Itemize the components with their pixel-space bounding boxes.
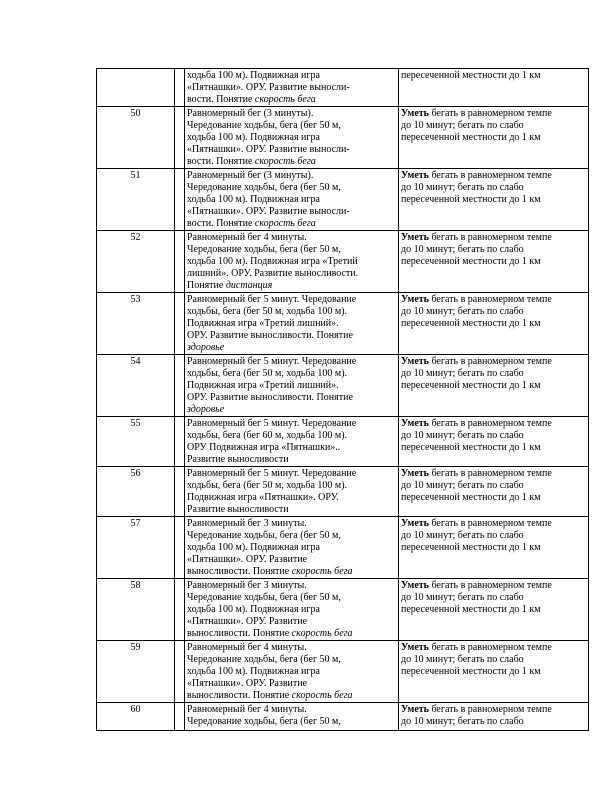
lesson-content-cell xyxy=(185,579,399,641)
lesson-content-cell xyxy=(185,107,399,169)
content-line xyxy=(187,256,396,268)
result-line: пересеченной местности до 1 км xyxy=(401,70,541,81)
blank-cell xyxy=(175,467,185,517)
expected-result-cell xyxy=(399,231,589,293)
content-line xyxy=(187,704,396,716)
content-line xyxy=(187,368,396,380)
result-text: до 10 минут; бегать по слабо xyxy=(401,480,524,491)
result-line xyxy=(401,170,586,182)
content-line xyxy=(187,206,396,218)
content-text: Понятие xyxy=(187,280,226,291)
content-text: Чередование ходьбы, бега (бег 50 м, xyxy=(187,120,341,131)
result-text: пересеченной местности до 1 км xyxy=(401,318,541,329)
result-line xyxy=(401,368,586,380)
result-line xyxy=(401,294,586,306)
result-text: пересеченной местности до 1 км xyxy=(401,256,541,267)
content-line xyxy=(187,232,396,244)
content-line xyxy=(187,280,396,292)
content-text: ОРУ Подвижная игра «Пятнашки».. xyxy=(187,442,341,453)
content-text: вости. Понятие xyxy=(187,94,255,105)
lesson-content-cell xyxy=(185,641,399,703)
blank-cell xyxy=(175,417,185,467)
content-text: ходьбы, бега (бег 50 м, ходьба 100 м). xyxy=(187,368,348,379)
content-text: Равномерный бег 3 минуты. xyxy=(187,580,307,591)
result-text: пересеченной местности до 1 км xyxy=(401,492,541,503)
content-line xyxy=(187,592,396,604)
content-line xyxy=(187,554,396,566)
result-text: до 10 минут; бегать по слабо xyxy=(401,120,524,131)
result-line xyxy=(401,442,586,454)
content-line xyxy=(187,306,396,318)
content-line xyxy=(187,120,396,132)
content-text: ходьба 100 м). Подвижная игра xyxy=(187,666,320,677)
lesson-number-cell: 55 xyxy=(97,417,175,467)
table-row xyxy=(97,231,589,293)
result-text: бегать в равномерном темпе xyxy=(428,356,552,367)
lesson-number-cell: 57 xyxy=(97,517,175,579)
content-line xyxy=(187,504,396,516)
content-line xyxy=(187,580,396,592)
result-text: пересеченной местности до 1 км xyxy=(401,666,541,677)
content-line xyxy=(187,268,396,280)
result-line xyxy=(401,518,586,530)
result-line xyxy=(401,108,586,120)
result-text: пересеченной местности до 1 км xyxy=(401,132,541,143)
lesson-content-cell xyxy=(185,293,399,355)
lesson-number-cell: 52 xyxy=(97,231,175,293)
lesson-number-cell: 53 xyxy=(97,293,175,355)
content-text: Чередование ходьбы, бега (бег 50 м, xyxy=(187,530,341,541)
content-line xyxy=(187,666,396,678)
blank-cell xyxy=(175,293,185,355)
skill-keyword: Уметь xyxy=(401,468,429,479)
content-line xyxy=(187,604,396,616)
content-line xyxy=(187,492,396,504)
result-line xyxy=(401,182,586,194)
lesson-number-cell: 60 xyxy=(97,703,175,731)
table-row xyxy=(97,579,589,641)
result-line xyxy=(401,232,586,244)
skill-keyword: Уметь xyxy=(401,170,429,181)
content-line xyxy=(187,542,396,554)
content-line xyxy=(187,170,396,182)
content-text: Подвижная игра «Третий лишний». xyxy=(187,380,339,391)
table-row xyxy=(97,417,589,467)
result-line xyxy=(401,580,586,592)
result-line xyxy=(401,468,586,480)
result-text: до 10 минут; бегать по слабо xyxy=(401,716,524,727)
table-body xyxy=(97,69,589,731)
result-text: бегать в равномерном темпе xyxy=(428,518,552,529)
content-text: выносливости. Понятие xyxy=(187,628,292,639)
expected-result-cell xyxy=(399,69,589,107)
content-line xyxy=(187,480,396,492)
concept-term: скорость бега xyxy=(291,566,353,577)
content-text: ходьбы, бега (бег 50 м, ходьба 100 м). xyxy=(187,480,348,491)
lesson-content-cell xyxy=(185,231,399,293)
blank-cell xyxy=(175,641,185,703)
expected-result-cell xyxy=(399,169,589,231)
skill-keyword: Уметь xyxy=(401,356,429,367)
result-line xyxy=(401,530,586,542)
content-line xyxy=(187,716,396,728)
result-line xyxy=(401,430,586,442)
content-text: Равномерный бег 3 минуты. xyxy=(187,518,307,529)
content-line xyxy=(187,144,396,156)
concept-term: скорость бега xyxy=(254,218,316,229)
content-line xyxy=(187,132,396,144)
result-text: до 10 минут; бегать по слабо xyxy=(401,182,524,193)
content-line xyxy=(187,194,396,206)
concept-term: скорость бега xyxy=(254,94,316,105)
content-text: вости. Понятие xyxy=(187,218,255,229)
content-text: ходьба 100 м). Подвижная игра xyxy=(187,604,320,615)
result-text: бегать в равномерном темпе xyxy=(428,232,552,243)
lesson-number-cell: 59 xyxy=(97,641,175,703)
content-line xyxy=(187,642,396,654)
table-row xyxy=(97,517,589,579)
content-line xyxy=(187,654,396,666)
content-text: ходьбы, бега (бег 50 м, ходьба 100 м). xyxy=(187,306,348,317)
result-line xyxy=(401,132,586,144)
lesson-content-cell xyxy=(185,703,399,731)
content-line xyxy=(187,678,396,690)
blank-cell xyxy=(175,107,185,169)
content-line xyxy=(187,318,396,330)
blank-cell xyxy=(175,517,185,579)
lesson-content-cell xyxy=(185,517,399,579)
blank-cell xyxy=(175,579,185,641)
content-text: ОРУ. Развитие выносливости. Понятие xyxy=(187,392,353,403)
content-line xyxy=(187,468,396,480)
result-text: бегать в равномерном темпе xyxy=(428,170,552,181)
table-row xyxy=(97,467,589,517)
content-text: ходьба 100 м). Подвижная игра «Третий xyxy=(187,256,358,267)
content-text: Равномерный бег (3 минуты). xyxy=(187,108,314,119)
content-text: «Пятнашки». ОРУ. Развитие выносли- xyxy=(187,144,350,155)
content-text: Равномерный бег 4 минуты. xyxy=(187,232,307,243)
content-text: ходьбы, бега (бег 60 м, ходьба 100 м). xyxy=(187,430,348,441)
content-text: ходьба 100 м). Подвижная игра xyxy=(187,132,320,143)
expected-result-cell xyxy=(399,467,589,517)
content-line xyxy=(187,182,396,194)
skill-keyword: Уметь xyxy=(401,518,429,529)
content-line xyxy=(187,418,396,430)
result-text: до 10 минут; бегать по слабо xyxy=(401,654,524,665)
content-line xyxy=(187,442,396,454)
result-text: бегать в равномерном темпе xyxy=(428,704,552,715)
content-text: ходьба 100 м). Подвижная игра xyxy=(187,194,320,205)
result-line xyxy=(401,492,586,504)
expected-result-cell xyxy=(399,579,589,641)
table-row xyxy=(97,107,589,169)
content-line xyxy=(187,392,396,404)
content-text: Развитие выносливости xyxy=(187,504,289,515)
lesson-content-cell xyxy=(185,467,399,517)
content-line xyxy=(187,566,396,578)
content-text: лишний». ОРУ. Развитие выносливости. xyxy=(187,268,359,279)
table-row xyxy=(97,355,589,417)
skill-keyword: Уметь xyxy=(401,232,429,243)
content-text: Равномерный бег 4 минуты. xyxy=(187,642,307,653)
skill-keyword: Уметь xyxy=(401,418,429,429)
result-text: пересеченной местности до 1 км xyxy=(401,194,541,205)
result-line xyxy=(401,306,586,318)
content-text: Развитие выносливости xyxy=(187,454,289,465)
blank-cell xyxy=(175,703,185,731)
content-line xyxy=(187,454,396,466)
result-line xyxy=(401,356,586,368)
content-line: «Пятнашки». ОРУ. Развитие выносли- xyxy=(187,82,350,93)
result-line xyxy=(401,604,586,616)
content-text: «Пятнашки». ОРУ. Развитие выносли- xyxy=(187,206,350,217)
content-line xyxy=(187,518,396,530)
result-text: бегать в равномерном темпе xyxy=(428,108,552,119)
expected-result-cell xyxy=(399,641,589,703)
blank-cell xyxy=(175,169,185,231)
result-line xyxy=(401,194,586,206)
result-line xyxy=(401,542,586,554)
content-line xyxy=(187,430,396,442)
table-row-continuation xyxy=(97,69,589,107)
skill-keyword: Уметь xyxy=(401,580,429,591)
table-row xyxy=(97,169,589,231)
content-text: ходьба 100 м). Подвижная игра xyxy=(187,542,320,553)
content-line xyxy=(187,330,396,342)
result-text: пересеченной местности до 1 км xyxy=(401,380,541,391)
result-line xyxy=(401,480,586,492)
content-text: Подвижная игра «Третий лишний». xyxy=(187,318,339,329)
expected-result-cell xyxy=(399,355,589,417)
result-line xyxy=(401,418,586,430)
result-text: бегать в равномерном темпе xyxy=(428,468,552,479)
expected-result-cell xyxy=(399,517,589,579)
content-line xyxy=(187,218,396,230)
lesson-number-cell: 56 xyxy=(97,467,175,517)
skill-keyword: Уметь xyxy=(401,108,429,119)
lesson-content-cell xyxy=(185,355,399,417)
lesson-number-cell: 58 xyxy=(97,579,175,641)
result-text: до 10 минут; бегать по слабо xyxy=(401,592,524,603)
result-text: до 10 минут; бегать по слабо xyxy=(401,530,524,541)
result-line xyxy=(401,704,586,716)
content-text: выносливости. Понятие xyxy=(187,690,292,701)
result-line xyxy=(401,318,586,330)
concept-term: скорость бега xyxy=(291,690,353,701)
blank-cell xyxy=(175,231,185,293)
result-line xyxy=(401,592,586,604)
result-line xyxy=(401,256,586,268)
table-row xyxy=(97,293,589,355)
content-text: Равномерный бег (3 минуты). xyxy=(187,170,314,181)
table-row xyxy=(97,641,589,703)
content-text: Чередование ходьбы, бега (бег 50 м, xyxy=(187,654,341,665)
result-text: пересеченной местности до 1 км xyxy=(401,442,541,453)
result-text: бегать в равномерном темпе xyxy=(428,418,552,429)
skill-keyword: Уметь xyxy=(401,704,429,715)
expected-result-cell xyxy=(399,293,589,355)
concept-term: скорость бега xyxy=(254,156,316,167)
content-text: Чередование ходьбы, бега (бег 50 м, xyxy=(187,182,341,193)
content-text: вости. Понятие xyxy=(187,156,255,167)
content-line xyxy=(187,404,396,416)
result-line xyxy=(401,716,586,728)
result-text: пересеченной местности до 1 км xyxy=(401,542,541,553)
lesson-number-cell: 50 xyxy=(97,107,175,169)
content-line xyxy=(187,628,396,640)
content-text: Равномерный бег 5 минут. Чередование xyxy=(187,418,357,429)
content-text: Равномерный бег 4 минуты. xyxy=(187,704,307,715)
result-line xyxy=(401,666,586,678)
content-line xyxy=(187,342,396,354)
lesson-content-cell xyxy=(185,417,399,467)
content-line xyxy=(187,244,396,256)
lesson-plan-table xyxy=(96,68,589,731)
result-text: бегать в равномерном темпе xyxy=(428,580,552,591)
content-text: Равномерный бег 5 минут. Чередование xyxy=(187,294,357,305)
expected-result-cell xyxy=(399,107,589,169)
result-line xyxy=(401,380,586,392)
lesson-number-cell: 51 xyxy=(97,169,175,231)
expected-result-cell xyxy=(399,703,589,731)
result-text: до 10 минут; бегать по слабо xyxy=(401,368,524,379)
content-text: Чередование ходьбы, бега (бег 50 м, xyxy=(187,592,341,603)
result-line xyxy=(401,654,586,666)
concept-term: здоровье xyxy=(187,404,225,415)
result-text: бегать в равномерном темпе xyxy=(428,294,552,305)
result-line xyxy=(401,642,586,654)
expected-result-cell xyxy=(399,417,589,467)
result-line xyxy=(401,120,586,132)
content-line xyxy=(187,616,396,628)
content-text: «Пятнашки». ОРУ. Развитие xyxy=(187,678,308,689)
content-text: Чередование ходьбы, бега (бег 50 м, xyxy=(187,716,341,727)
skill-keyword: Уметь xyxy=(401,642,429,653)
content-line xyxy=(187,530,396,542)
content-text: ОРУ. Развитие выносливости. Понятие xyxy=(187,330,353,341)
lesson-number-cell xyxy=(97,69,175,107)
blank-cell xyxy=(175,355,185,417)
concept-term: здоровье xyxy=(187,342,225,353)
table-row xyxy=(97,703,589,731)
result-text: до 10 минут; бегать по слабо xyxy=(401,430,524,441)
content-line xyxy=(187,94,396,106)
concept-term: скорость бега xyxy=(291,628,353,639)
content-line: ходьба 100 м). Подвижная игра xyxy=(187,70,320,81)
result-text: бегать в равномерном темпе xyxy=(428,642,552,653)
content-text: Равномерный бег 5 минут. Чередование xyxy=(187,468,357,479)
content-line xyxy=(187,380,396,392)
content-text: Подвижная игра «Пятнашки». ОРУ. xyxy=(187,492,339,503)
lesson-content-cell xyxy=(185,69,399,107)
result-line xyxy=(401,244,586,256)
skill-keyword: Уметь xyxy=(401,294,429,305)
content-line xyxy=(187,294,396,306)
lesson-number-cell: 54 xyxy=(97,355,175,417)
concept-term: дистанция xyxy=(225,280,273,291)
content-text: Равномерный бег 5 минут. Чередование xyxy=(187,356,357,367)
result-text: пересеченной местности до 1 км xyxy=(401,604,541,615)
content-line xyxy=(187,690,396,702)
content-text: «Пятнашки». ОРУ. Развитие xyxy=(187,554,308,565)
content-line xyxy=(187,156,396,168)
lesson-content-cell xyxy=(185,169,399,231)
result-text: до 10 минут; бегать по слабо xyxy=(401,244,524,255)
content-line xyxy=(187,108,396,120)
content-line xyxy=(187,356,396,368)
content-text: Чередование ходьбы, бега (бег 50 м, xyxy=(187,244,341,255)
content-text: «Пятнашки». ОРУ. Развитие xyxy=(187,616,308,627)
blank-cell xyxy=(175,69,185,107)
result-text: до 10 минут; бегать по слабо xyxy=(401,306,524,317)
content-text: выносливости. Понятие xyxy=(187,566,292,577)
